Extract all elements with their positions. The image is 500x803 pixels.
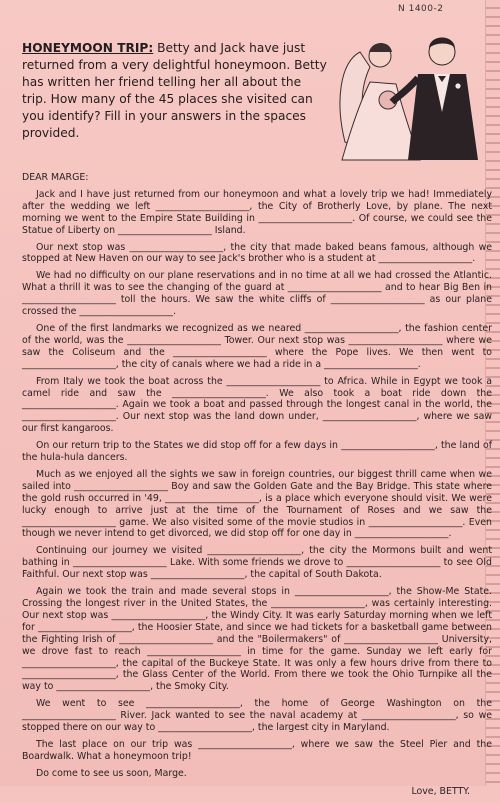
letter-greeting: DEAR MARGE: [22, 172, 89, 183]
letter-paragraph: One of the first landmarks we recognized as we neared ____________________, the fashion center of the world, was the ____________________ Tower. Our next stop was ____________________ where we saw the Coliseum and the ____________________ where the Pope lives. We then went to ____________________, the city of canals where we had a ride in a ____________________. [22, 322, 492, 370]
letter-paragraph: From Italy we took the boat across the ____________________ to Africa. While in Egypt we took a camel ride and saw the ____________________. We also took a boat ride down the ____________________. Again we took a boat and passed through the longest canal in the world, the ____________________. Our next stop was the land down under, ____________________, where we saw our first kangaroos. [22, 375, 492, 435]
page-code: N 1400-2 [398, 4, 444, 14]
letter-closing: Do come to see us soon, Marge. [36, 767, 187, 779]
letter-paragraph: Our next stop was ____________________, the city that made baked beans famous, although we stopped at New Haven on our way to see Jack's brother who is a student at ____________________. [22, 241, 492, 265]
intro-block [22, 40, 328, 142]
intro-title: HONEYMOON TRIP: [22, 41, 154, 55]
letter-paragraph: We went to see ____________________, the home of George Washington on the ____________________ River. Jack wanted to see the naval academy at ____________________, so we stopped there on our way to ____________________, the largest city in Maryland. [22, 698, 492, 734]
letter-paragraph: Much as we enjoyed all the sights we saw in foreign countries, our biggest thrill came when we sailed into ____________________ Boy and saw the Golden Gate and the Bay Bridge. This state where the gold rush occurred in '49, ____________________, is a place which everyone should visit. We were lucky enough to arrive just at the time of the Tournament of Roses and we saw the ____________________ game. We also visited some of the movie studios in ____________________. Even though we never intend to get divorced, we did stop off for one day in ____________________. [22, 468, 492, 540]
letter-paragraph: On our return trip to the States we did stop off for a few days in ____________________, the land of the hula-hula dancers. [22, 440, 492, 464]
letter-paragraph: The last place on our trip was ____________________, where we saw the Steel Pier and the Boardwalk. What a honeymoon trip! [22, 738, 492, 762]
letter-paragraph: We had no difficulty on our plane reservations and in no time at all we had crossed the Atlantic. What a thrill it was to see the changing of the guard at ____________________ and to hear Big Ben in ____________________ toll the hours. We saw the white cliffs of ____________________ as our plane crossed the ____________________. [22, 270, 492, 318]
letter-signature: Love, BETTY. [411, 785, 470, 797]
wedding-couple-illustration [330, 22, 490, 164]
intro-text: Betty and Jack have just returned from a very delightful honeymoon. Betty has written her friend telling her all about the trip. How many of the 45 places she visited can you identify? Fill in your answers in the spaces provided. [22, 41, 327, 140]
letter-body [22, 172, 492, 803]
letter-paragraph: Jack and I have just returned from our honeymoon and what a lovely trip we had! Immediately after the wedding we left ____________________, the City of Brotherly Love, by plane. The next morning we went to the Empire State Building in ____________________. Of course, we could see the Statue of Liberty on ____________________ Island. [22, 188, 492, 236]
letter-paragraph: Again we took the train and made several stops in ____________________, the Show-Me State. Crossing the longest river in the United States, the ____________________, was certainly interesting. Our next stop was ____________________, the Windy City. It was early Saturday morning when we left for ____________________, the Hoosier State, and since we had tickets for a basketball game between the Fighting Irish of ____________________ and the "Boilermakers" of ____________________ University, we drove fast to reach ____________________ in time for the game. Sunday we left early for ____________________, the capital of the Buckeye State. It was only a few hours drive from there to ____________________, the Glass Center of the World. From there we took the Ohio Turnpike all the way to ____________________, the Smoky City. [22, 586, 492, 693]
letter-paragraph: Continuing our journey we visited ____________________, the city the Mormons built and went bathing in ____________________ Lake. With some friends we drove to ____________________ to see Old Faithful. Our next stop was ____________________, the capital of South Dakota. [22, 545, 492, 581]
